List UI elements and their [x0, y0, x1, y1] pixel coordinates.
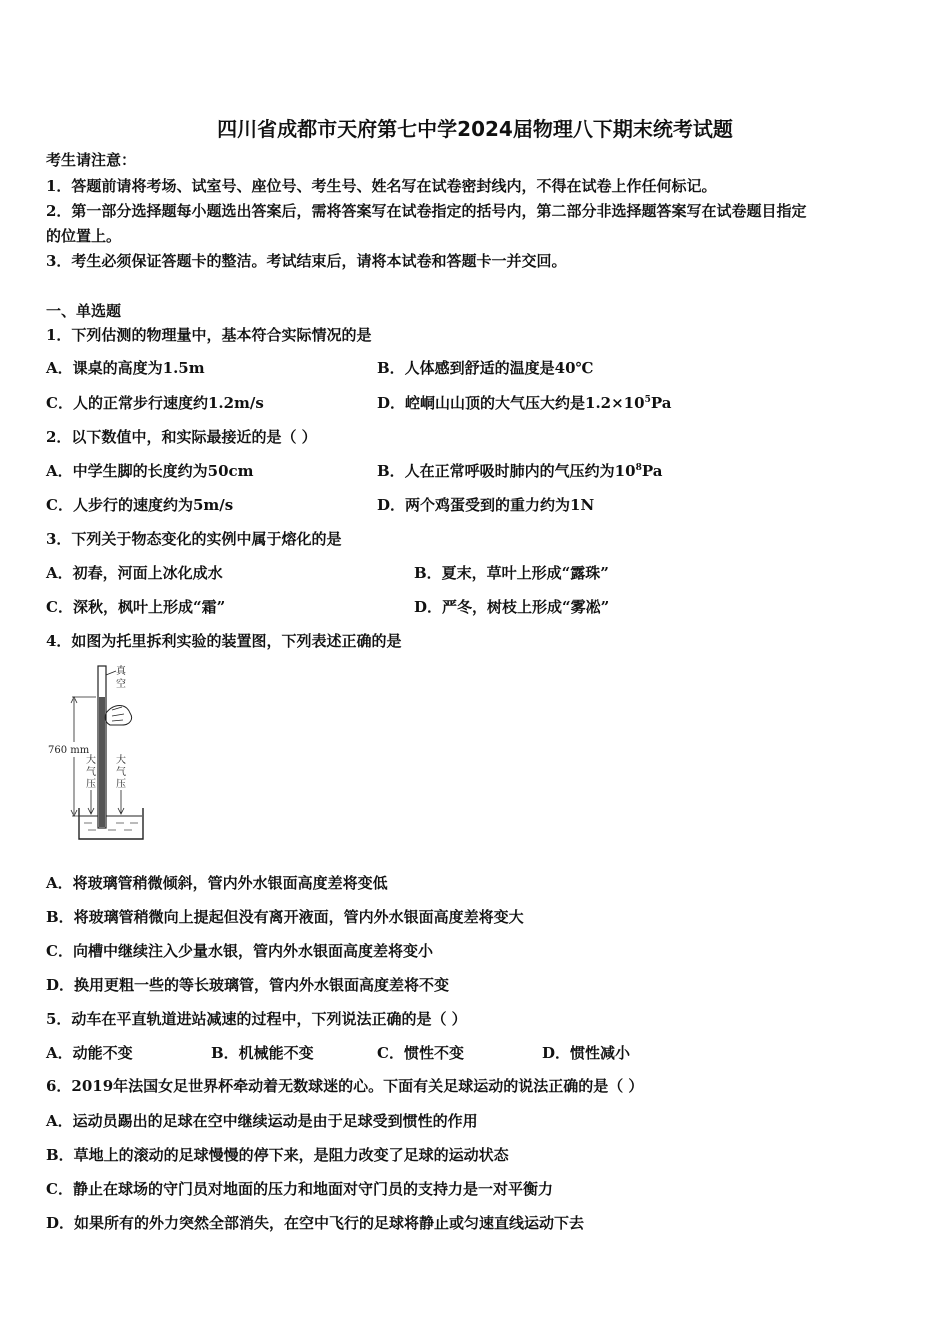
- q2-option-d: D．两个鸡蛋受到的重力约为1N: [377, 496, 595, 514]
- q5-option-a: A．动能不变: [46, 1044, 133, 1062]
- page-title: 四川省成都市天府第七中学2024届物理八下期末统考试题: [217, 117, 733, 141]
- fig-label-atm-left-1: 大: [86, 755, 96, 766]
- section-heading: 一、单选题: [46, 302, 122, 320]
- q2-option-b-text: B．人在正常呼吸时肺内的气压约为10: [377, 462, 636, 480]
- q3-option-a: A．初春，河面上冰化成水: [46, 564, 223, 582]
- notice-heading: 考生请注意：: [46, 151, 137, 169]
- torricelli-figure: [46, 663, 156, 848]
- q1-option-c: C．人的正常步行速度约1.2m/s: [46, 394, 264, 412]
- q3-option-c: C．深秋，枫叶上形成“霜”: [46, 598, 226, 616]
- q4-stem: 4．如图为托里拆利实验的装置图，下列表述正确的是: [46, 632, 402, 650]
- q1-option-a: A．课桌的高度为1.5m: [46, 359, 205, 377]
- fig-label-atm-right-1: 大: [116, 755, 126, 766]
- q2-option-b-unit: Pa: [641, 462, 663, 480]
- q3-stem: 3．下列关于物态变化的实例中属于熔化的是: [46, 530, 342, 548]
- q1-stem: 1．下列估测的物理量中，基本符合实际情况的是: [46, 326, 372, 344]
- q4-option-a: A．将玻璃管稍微倾斜，管内外水银面高度差将变低: [46, 874, 388, 892]
- q3-option-b: B．夏末，草叶上形成“露珠”: [414, 564, 609, 582]
- q6-option-b: B．草地上的滚动的足球慢慢的停下来，是阻力改变了足球的运动状态: [46, 1146, 509, 1164]
- fig-label-vacuum-2: 空: [116, 679, 126, 690]
- notice-item-2-cont: 的位置上。: [46, 227, 122, 245]
- fig-label-vacuum-1: 真: [116, 666, 126, 677]
- q2-option-b: [377, 462, 662, 480]
- q4-option-d: D．换用更粗一些的等长玻璃管，管内外水银面高度差将不变: [46, 976, 450, 994]
- fig-label-atm-right-2: 气: [116, 767, 126, 778]
- q5-option-d: D．惯性减小: [542, 1044, 631, 1062]
- mercury-column: [99, 697, 105, 827]
- q5-option-b: B．机械能不变: [211, 1044, 314, 1062]
- trough: [79, 808, 143, 839]
- notice-item-3: 3．考生必须保证答题卡的整洁。考试结束后，请将本试卷和答题卡一并交回。: [46, 252, 567, 270]
- fig-label-760mm: 760 mm: [48, 745, 90, 756]
- q4-option-b: B．将玻璃管稍微向上提起但没有离开液面，管内外水银面高度差将变大: [46, 908, 524, 926]
- notice-item-2: 2．第一部分选择题每小题选出答案后，需将答案写在试卷指定的括号内，第二部分非选择题答案写在试卷题目指定: [46, 202, 807, 220]
- fig-label-atm-left-3: 压: [86, 779, 96, 790]
- q6-option-c: C．静止在球场的守门员对地面的压力和地面对守门员的支持力是一对平衡力: [46, 1180, 553, 1198]
- q1-option-d: [377, 394, 671, 412]
- q2-stem: 2．以下数值中，和实际最接近的是（ ）: [46, 428, 317, 446]
- notice-item-1: 1．答题前请将考场、试室号、座位号、考生号、姓名写在试卷密封线内，不得在试卷上作任何标记。: [46, 177, 717, 195]
- q3-option-d: D．严冬，树枝上形成“雾凇”: [414, 598, 610, 616]
- q2-option-c: C．人步行的速度约为5m/s: [46, 496, 234, 514]
- fig-label-atm-right-3: 压: [116, 779, 126, 790]
- trough-liquid-hatching: [84, 823, 138, 830]
- q6-stem: 6．2019年法国女足世界杯牵动着无数球迷的心。下面有关足球运动的说法正确的是（ ）: [46, 1077, 644, 1095]
- q6-option-a: A．运动员踢出的足球在空中继续运动是由于足球受到惯性的作用: [46, 1112, 478, 1130]
- q1-option-b: B．人体感到舒适的温度是40℃: [377, 359, 594, 377]
- q1-option-d-unit: Pa: [650, 394, 672, 412]
- q4-option-c: C．向槽中继续注入少量水银，管内外水银面高度差将变小: [46, 942, 433, 960]
- fig-label-atm-left-2: 气: [86, 767, 96, 778]
- q2-option-b-exponent: 8: [635, 463, 642, 473]
- q5-stem: 5．动车在平直轨道进站减速的过程中，下列说法正确的是（ ）: [46, 1010, 467, 1028]
- q1-option-d-exponent: 5: [644, 395, 651, 405]
- q5-option-c: C．惯性不变: [377, 1044, 464, 1062]
- q2-option-a: A．中学生脚的长度约为50cm: [46, 462, 254, 480]
- q1-option-d-text: D．崆峒山山顶的大气压大约是1.2×10: [377, 394, 645, 412]
- q6-option-d: D．如果所有的外力突然全部消失，在空中飞行的足球将静止或匀速直线运动下去: [46, 1214, 585, 1232]
